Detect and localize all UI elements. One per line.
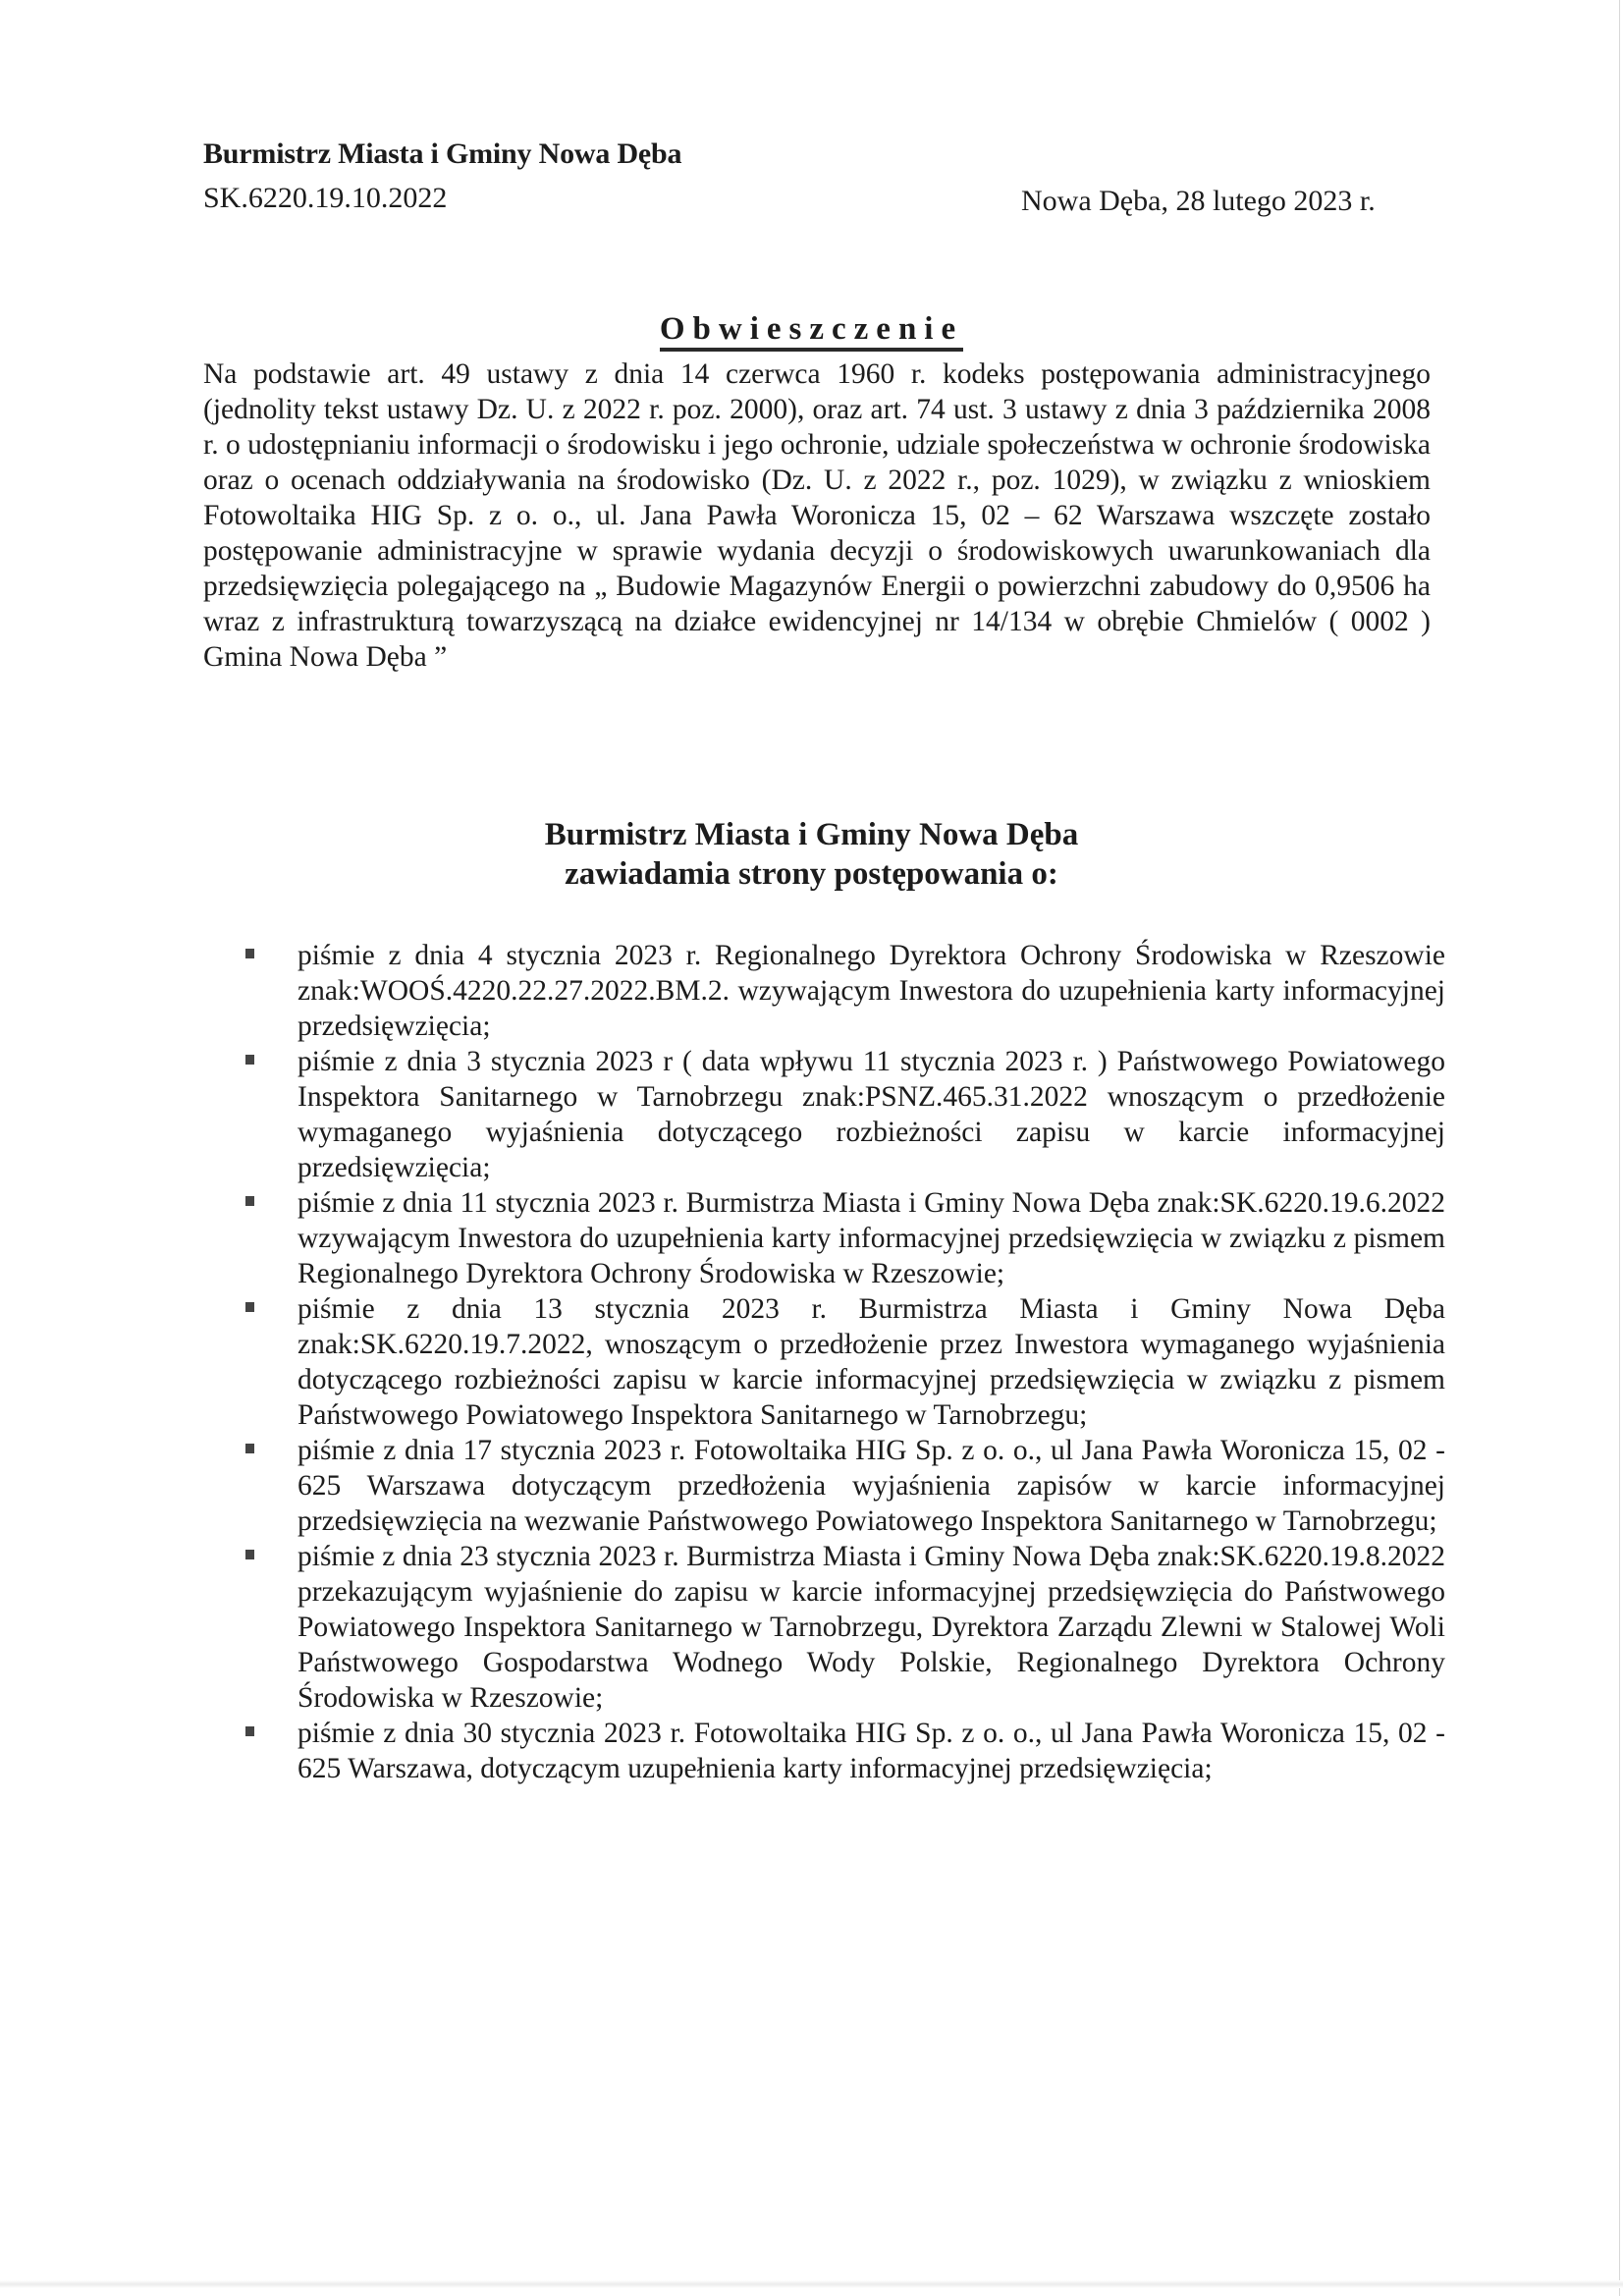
document-title-text: Obwieszczenie <box>660 311 963 352</box>
issuing-authority: Burmistrz Miasta i Gminy Nowa Dęba <box>203 137 682 170</box>
place-and-date: Nowa Dęba, 28 lutego 2023 r. <box>1021 185 1376 217</box>
list-item-text: piśmie z dnia 3 stycznia 2023 r ( data wpływu 11 stycznia 2023 r. ) Państwowego Powiatowego Inspektora Sanitarnego w Tarnobrzegu znak:PSNZ.465.31.2022 wnoszącym o przedłożenie wymaganego wyjaśnienia dotyczącego rozbieżności zapisu w karcie informacyjnej przedsięwzięcia; <box>298 1046 1445 1183</box>
square-bullet-icon <box>245 1444 254 1453</box>
square-bullet-icon <box>245 949 254 958</box>
list-item-text: piśmie z dnia 30 stycznia 2023 r. Fotowoltaika HIG Sp. z o. o., ul Jana Pawła Woronicza 15, 02 - 625 Warszawa, dotyczącym uzupełnienia karty informacyjnej przedsięwzięcia; <box>298 1718 1445 1784</box>
list-item-text: piśmie z dnia 11 stycznia 2023 r. Burmistrza Miasta i Gminy Nowa Dęba znak:SK.6220.19.6.2022 wzywającym Inwestora do uzupełnienia karty informacyjnej przedsięwzięcia w związku z pismem Regionalnego Dyrektora Ochrony Środowiska w Rzeszowie; <box>298 1187 1445 1289</box>
list-item <box>236 1433 1445 1539</box>
list-item-text: piśmie z dnia 13 stycznia 2023 r. Burmistrza Miasta i Gminy Nowa Dęba znak:SK.6220.19.7.2022, wnoszącym o przedłożenie przez Inwestora wymaganego wyjaśnienia dotyczącego rozbieżności zapisu w karcie informacyjnej przedsięwzięcia w związku z pismem Państwowego Powiatowego Inspektora Sanitarnego w Tarnobrzegu; <box>298 1293 1445 1431</box>
list-item-text: piśmie z dnia 4 stycznia 2023 r. Regionalnego Dyrektora Ochrony Środowiska w Rzeszowie znak:WOOŚ.4220.22.27.2022.BM.2. wzywającym Inwestora do uzupełnienia karty informacyjnej przedsięwzięcia; <box>298 940 1445 1042</box>
intro-paragraph: Na podstawie art. 49 ustawy z dnia 14 czerwca 1960 r. kodeks postępowania administracyjnego (jednolity tekst ustawy Dz. U. z 2022 r. poz. 2000), oraz art. 74 ust. 3 ustawy z dnia 3 października 2008 r. o udostępnianiu informacji o środowisku i jego ochronie, udziale społeczeństwa w ochronie środowiska oraz o ocenach oddziaływania na środowisko (Dz. U. z 2022 r., poz. 1029), w związku z wnioskiem Fotowoltaika HIG Sp. z o. o., ul. Jana Pawła Woronicza 15, 02 – 62 Warszawa wszczęte zostało postępowanie administracyjne w sprawie wydania decyzji o środowiskowych uwarunkowaniach dla przedsięwzięcia polegającego na „ Budowie Magazynów Energii o powierzchni zabudowy do 0,9506 ha wraz z infrastrukturą towarzyszącą na działce ewidencyjnej nr 14/134 w obrębie Chmielów ( 0002 ) Gmina Nowa Dęba ” <box>203 358 1431 673</box>
correspondence-list <box>236 938 1445 1786</box>
document-title <box>0 311 1623 348</box>
scan-edge-bottom <box>0 2280 1623 2288</box>
list-item <box>236 1044 1445 1185</box>
notice-subheading <box>0 815 1623 894</box>
list-item <box>236 1716 1445 1786</box>
square-bullet-icon <box>245 1302 254 1312</box>
subheading-authority: Burmistrz Miasta i Gminy Nowa Dęba <box>544 817 1079 852</box>
list-item <box>236 1539 1445 1716</box>
list-item <box>236 938 1445 1044</box>
square-bullet-icon <box>245 1055 254 1065</box>
square-bullet-icon <box>245 1550 254 1559</box>
subheading-notice: zawiadamia strony postępowania o: <box>565 856 1058 892</box>
case-reference-number: SK.6220.19.10.2022 <box>203 182 448 214</box>
square-bullet-icon <box>245 1196 254 1206</box>
list-item-text: piśmie z dnia 17 stycznia 2023 r. Fotowoltaika HIG Sp. z o. o., ul Jana Pawła Woronicza 15, 02 - 625 Warszawa dotyczącym przedłożenia wyjaśnienia zapisów w karcie informacyjnej przedsięwzięcia na wezwanie Państwowego Powiatowego Inspektora Sanitarnego w Tarnobrzegu; <box>298 1435 1445 1537</box>
square-bullet-icon <box>245 1726 254 1736</box>
list-item-text: piśmie z dnia 23 stycznia 2023 r. Burmistrza Miasta i Gminy Nowa Dęba znak:SK.6220.19.8.2022 przekazującym wyjaśnienie do zapisu w karcie informacyjnej przedsięwzięcia do Państwowego Powiatowego Inspektora Sanitarnego w Tarnobrzegu, Dyrektora Zarządu Zlewni w Stalowej Woli Państwowego Gospodarstwa Wodnego Wody Polskie, Regionalnego Dyrektora Ochrony Środowiska w Rzeszowie; <box>298 1541 1445 1714</box>
list-item <box>236 1185 1445 1291</box>
list-item <box>236 1291 1445 1433</box>
